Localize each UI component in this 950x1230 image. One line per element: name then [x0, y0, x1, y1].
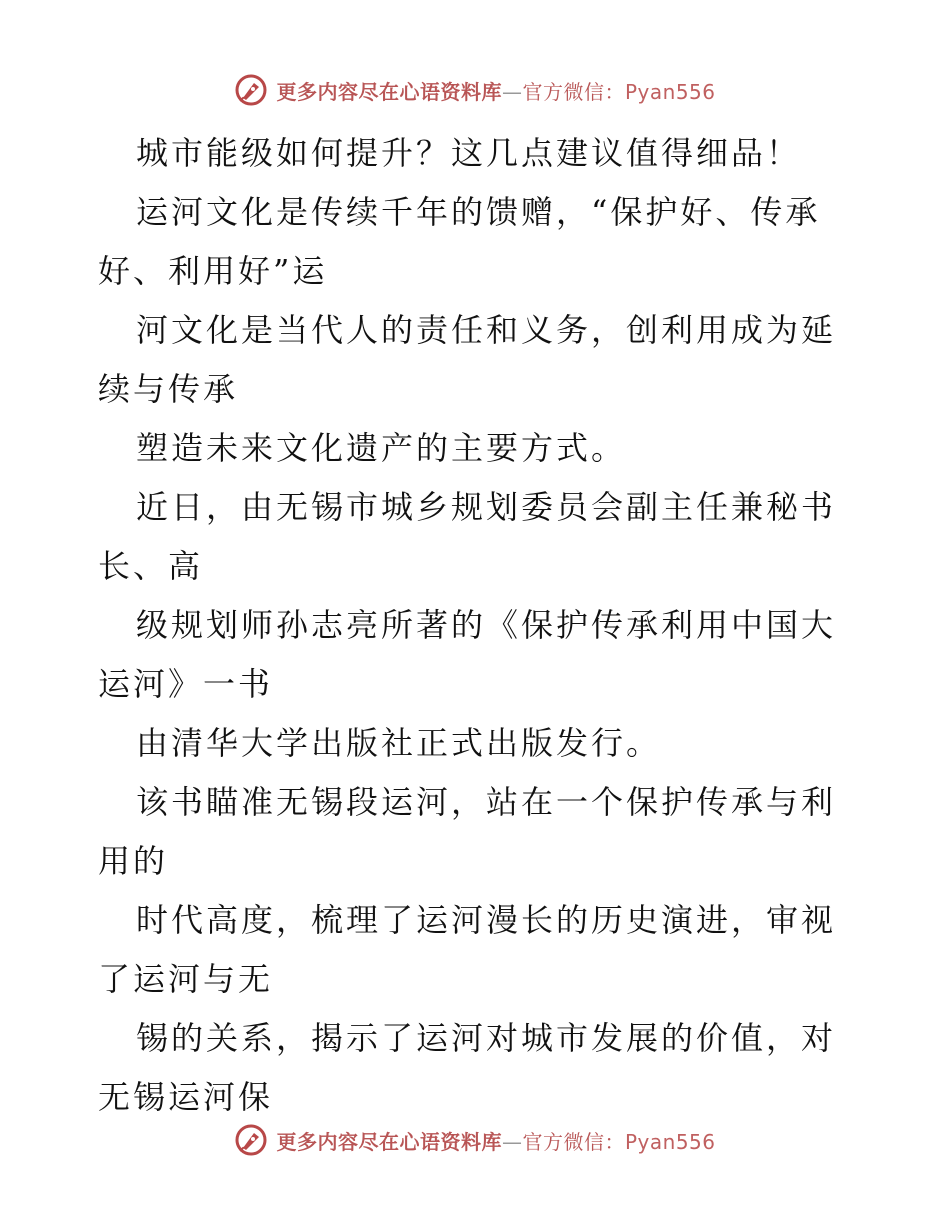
- watermark-suffix: 官方微信：: [522, 79, 625, 104]
- document-body: [98, 124, 858, 1127]
- footer-watermark: [0, 1118, 950, 1162]
- paragraph: 锡的关系，揭示了运河对城市发展的价值，对无锡运河保: [98, 1019, 837, 1116]
- pen-nib-circle-icon: [234, 1123, 268, 1157]
- watermark-text: [276, 1126, 715, 1155]
- watermark-text: [276, 76, 715, 105]
- paragraph: 城市能级如何提升？这几点建议值得细品！: [136, 134, 802, 172]
- watermark-account: Pyan556: [624, 1129, 716, 1154]
- watermark-brand: 更多内容尽在心语资料库: [276, 1129, 502, 1154]
- paragraph: 由清华大学出版社正式出版发行。: [136, 724, 662, 762]
- watermark-separator: —: [501, 79, 523, 104]
- paragraph: 塑造未来文化遗产的主要方式。: [136, 429, 627, 467]
- paragraph: 该书瞄准无锡段运河，站在一个保护传承与利用的: [98, 783, 837, 880]
- paragraph: 运河文化是传续千年的馈赠，“保护好、传承好、利用好”运: [98, 193, 821, 290]
- watermark-suffix: 官方微信：: [522, 1129, 625, 1154]
- pen-nib-circle-icon: [234, 73, 268, 107]
- watermark-brand: 更多内容尽在心语资料库: [276, 79, 502, 104]
- watermark-separator: —: [501, 1129, 523, 1154]
- paragraph: 级规划师孙志亮所著的《保护传承利用中国大运河》一书: [98, 606, 837, 703]
- paragraph: 近日，由无锡市城乡规划委员会副主任兼秘书长、高: [98, 488, 837, 585]
- watermark-account: Pyan556: [624, 79, 716, 104]
- paragraph: 河文化是当代人的责任和义务，创利用成为延续与传承: [98, 311, 837, 408]
- header-watermark: [0, 68, 950, 112]
- paragraph: 时代高度，梳理了运河漫长的历史演进，审视了运河与无: [98, 901, 837, 998]
